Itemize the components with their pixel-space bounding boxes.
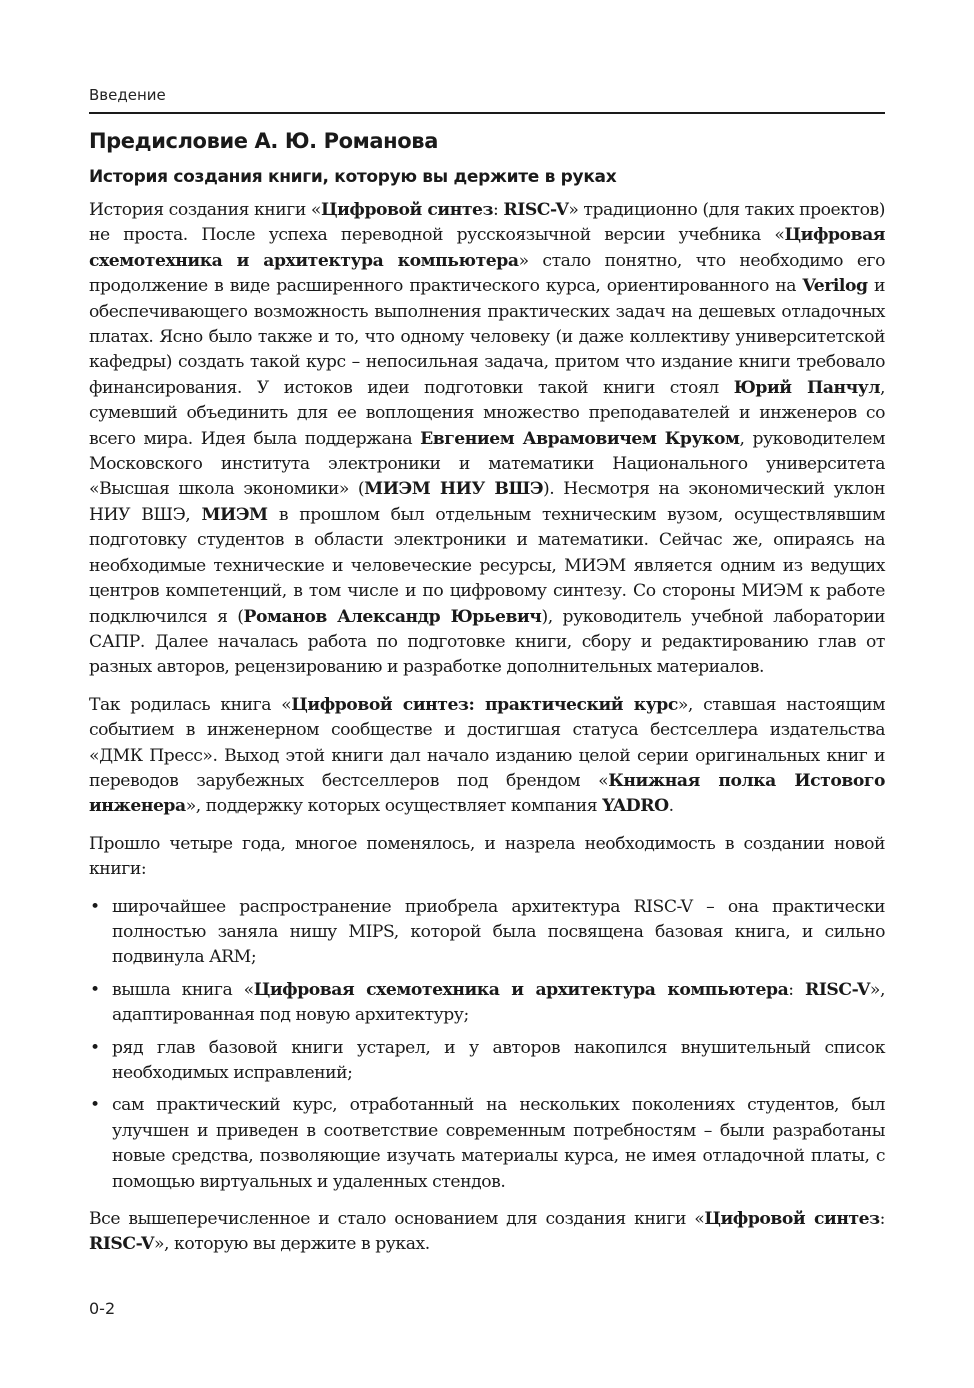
text-run: , руководителем Московского института электроники и математики Национального университета «Высшая школа экономики» ( [89,428,886,500]
text-run: широчайшее распространение приобрела архитектура RISC-V – она практически полностью заняла нишу MIPS, которой была посвящена базовая книга, и сильно подвинула ARM; [112,896,885,968]
text-run: : [788,979,805,1000]
header-rule [89,112,885,114]
bold-run: Книжная полка Истового инженера [89,770,885,817]
bold-run: Verilog [802,276,868,297]
paragraph-4 [89,1207,885,1258]
bullet-icon: • [90,1095,100,1116]
bold-run: RISC-V [89,1234,154,1255]
text-run: . [668,796,674,817]
subsection-title: История создания книги, которую вы держите в руках [89,167,617,187]
bold-run: Цифровая схемотехника и архитектура компьютера [89,225,885,271]
bold-run: Романов Александр Юрьевич [243,606,542,627]
bold-run: Цифровой синтез: практический курс [291,694,678,715]
bold-run: Цифровой синтез [704,1209,880,1230]
bullet-icon: • [90,896,100,917]
bold-run: RISC-V [503,200,569,220]
text-run: ). Несмотря на экономический уклон НИУ ВШЭ, [89,479,885,525]
list-item-text [112,980,885,1025]
text-run: ), руководитель учебной лаборатории САПР. Далее началась работа по подготовке книги, сбору и редактированию глав от разных авторов, рецензированию и разработке дополнительных материалов. [89,606,885,678]
list-item-text [112,1038,885,1083]
list-item-text [112,897,885,968]
running-header: Введение [89,86,166,104]
text-run: Все вышеперечисленное и стало основанием для создания книги « [89,1209,705,1230]
text-run: », ставшая настоящим событием в инженерном сообществе и достигшая статуса бестселлера издательства «ДМК Пресс». Выход этой книги дал начало изданию целой серии оригинальных книг и переводов зарубежных бестселлеров под брендом « [89,694,885,791]
page-number: 0-2 [89,1299,116,1318]
text-run: в прошлом был отдельным техническим вузом, осуществлявшим подготовку студентов в области электроники и математики. Сейчас же, опираясь на необходимые технические и человеческие ресурсы, МИЭМ является одним из ведущих центров компетенций, в том числе и по цифровому синтезу. Со стороны МИЭМ к работе подключился я ( [89,504,885,627]
bullet-list [89,895,885,1195]
paragraph-1 [89,198,885,681]
bullet-icon: • [90,1037,100,1058]
text-run: , сумевший объединить для ее воплощения множество преподавателей и инженеров со всего мира. Идея была поддержана [89,377,886,449]
bold-run: RISC-V [804,979,870,1000]
bold-run: Цифровой синтез [320,200,494,220]
list-item [89,1036,885,1087]
list-item [89,895,885,971]
text-run: История создания книги « [89,200,321,220]
text-run: ряд глав базовой книги устарел, и у авторов накопился внушительный список необходимых исправлений; [112,1037,885,1083]
paragraph-3 [89,832,885,883]
text-run: : [493,200,504,220]
section-title: Предисловие А. Ю. Романова [89,129,438,153]
text-run: Так родилась книга « [89,694,292,715]
list-item [89,1093,885,1195]
text-run: », поддержку которых осуществляет компания [185,796,603,817]
list-item-text [112,1095,885,1191]
bold-run: МИЭМ НИУ ВШЭ [364,479,544,500]
bullet-icon: • [90,979,100,1000]
bold-run: Цифровая схемотехника и архитектура компьютера [253,979,789,1000]
text-run: » традиционно (для таких проектов) не проста. После успеха переводной русскоязычной версии учебника « [89,200,885,246]
text-run: » стало понятно, что необходимо его продолжение в виде расширенного практического курса, ориентированного на [89,250,885,297]
paragraph-2 [89,693,885,820]
body-text [89,198,885,1270]
text-run: Прошло четыре года, многое поменялось, и назрела необходимость в создании новой книги: [89,833,885,880]
list-item [89,978,885,1029]
text-run: вышла книга « [112,979,254,1000]
text-run: », которую вы держите в руках. [153,1234,430,1255]
bold-run: Евгением Аврамовичем Круком [420,428,740,449]
bold-run: МИЭМ [201,504,268,525]
text-run: сам практический курс, отработанный на нескольких поколениях студентов, был улучшен и приведен в соответствие современным потребностям – были разработаны новые средства, позволяющие изучать материалы курса, не имея отладочной платы, с помощью виртуальных и удаленных стендов. [112,1095,885,1192]
text-run: : [879,1209,886,1230]
bold-run: YADRO [602,796,669,817]
text-run: и обеспечивающего возможность выполнения практических задач на дешевых отладочных платах. Ясно было также и то, что одному человеку (и даже коллективу университетской кафедры) создать такой курс – непосильная задача, притом что издание книги требовало финансирования. У истоков идеи подготовки такой книги стоял [89,276,885,398]
text-run: », адаптированная под новую архитектуру; [112,979,886,1026]
bold-run: Юрий Панчул [733,377,880,398]
